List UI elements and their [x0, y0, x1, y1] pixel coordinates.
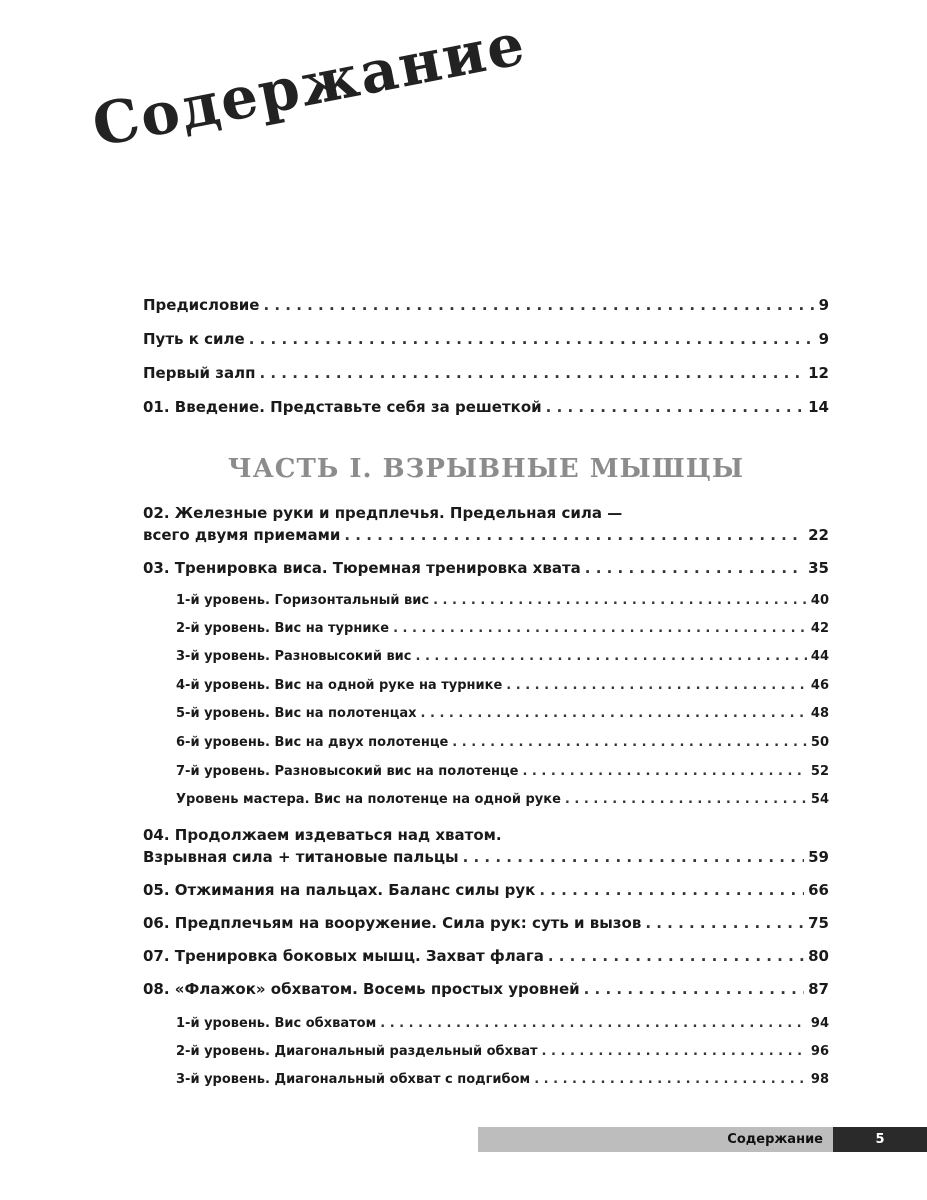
footer-section-label: Содержание	[727, 1132, 823, 1147]
leader-dots	[259, 364, 804, 382]
toc-entry-ch08[interactable]	[143, 980, 829, 998]
leader-dots	[416, 649, 807, 664]
toc-entry-page: 66	[808, 881, 829, 899]
toc-entry-first-salvo[interactable]	[143, 364, 829, 382]
toc-entry-preface[interactable]	[143, 296, 829, 314]
toc-entry-page: 50	[810, 735, 829, 750]
toc-entry-page: 9	[818, 296, 829, 314]
toc-entry-label: 07. Тренировка боковых мышц. Захват флага	[143, 947, 544, 965]
toc-entry-label: 5-й уровень. Вис на полотенцах	[176, 706, 417, 721]
leader-dots	[463, 848, 805, 866]
leader-dots	[249, 330, 815, 348]
toc-subentry[interactable]	[176, 764, 829, 779]
toc-entry-page: 48	[810, 706, 829, 721]
toc-entry-label: 6-й уровень. Вис на двух полотенце	[176, 735, 449, 750]
leader-dots	[539, 881, 804, 899]
toc-entry-page: 52	[810, 764, 829, 779]
leader-dots	[546, 398, 804, 416]
leader-dots	[380, 1016, 807, 1031]
toc-entry-page: 40	[810, 593, 829, 608]
leader-dots	[263, 296, 814, 314]
toc-entry-ch01[interactable]	[143, 398, 829, 416]
toc-subentry[interactable]	[176, 735, 829, 750]
toc-entry-label: 01. Введение. Представьте себя за решеткой	[143, 398, 542, 416]
toc-entry-label: 08. «Флажок» обхватом. Восемь простых уровней	[143, 980, 580, 998]
toc-entry-page: 75	[808, 914, 829, 932]
toc-entry-ch05[interactable]	[143, 881, 829, 899]
toc-entry-label: 7-й уровень. Разновысокий вис на полотенце	[176, 764, 519, 779]
toc-entry-page: 94	[810, 1016, 829, 1031]
toc-entry-page: 35	[808, 559, 829, 577]
toc-entry-label: Взрывная сила + титановые пальцы	[143, 848, 459, 866]
toc-subentry[interactable]	[176, 593, 829, 608]
toc-entry-label: Уровень мастера. Вис на полотенце на одной руке	[176, 792, 561, 807]
toc-entry-page: 14	[808, 398, 829, 416]
toc-entry-label: всего двумя приемами	[143, 526, 341, 544]
leader-dots	[585, 559, 804, 577]
toc-subentry[interactable]	[176, 1072, 829, 1087]
toc-entry-ch07[interactable]	[143, 947, 829, 965]
toc-entry-page: 22	[808, 526, 829, 544]
leader-dots	[645, 914, 804, 932]
toc-entry-page: 87	[808, 980, 829, 998]
toc-entry-page: 59	[808, 848, 829, 866]
toc-subentry[interactable]	[176, 1016, 829, 1031]
leader-dots	[584, 980, 804, 998]
toc-entry-page: 9	[818, 330, 829, 348]
toc-subentry[interactable]	[176, 649, 829, 664]
toc-subentry[interactable]	[176, 678, 829, 693]
toc-entry-page: 44	[810, 649, 829, 664]
toc-entry-label: 03. Тренировка виса. Тюремная тренировка хвата	[143, 559, 581, 577]
toc-entry-ch04[interactable]	[143, 848, 829, 866]
leader-dots	[506, 678, 807, 693]
toc-entry-page: 42	[810, 621, 829, 636]
toc-entry-label: 1-й уровень. Горизонтальный вис	[176, 593, 430, 608]
toc-subentry[interactable]	[176, 1044, 829, 1059]
toc-entry-ch02[interactable]	[143, 526, 829, 544]
toc-entry-label: 4-й уровень. Вис на одной руке на турнике	[176, 678, 503, 693]
toc-subentry[interactable]	[176, 792, 829, 807]
leader-dots	[433, 593, 807, 608]
toc-entry-path[interactable]	[143, 330, 829, 348]
toc-subentry[interactable]	[176, 706, 829, 721]
toc-entry-page: 98	[810, 1072, 829, 1087]
part-heading: ЧАСТЬ I. ВЗРЫВНЫЕ МЫШЦЫ	[227, 454, 745, 484]
footer-page-number: 5	[833, 1127, 927, 1152]
toc-entry-ch02-line1[interactable]: 02. Железные руки и предплечья. Предельная сила —	[143, 504, 623, 522]
footer-bar	[478, 1127, 833, 1152]
toc-entry-label: Предисловие	[143, 296, 260, 314]
leader-dots	[452, 735, 807, 750]
toc-entry-label: 1-й уровень. Вис обхватом	[176, 1016, 377, 1031]
toc-entry-ch03[interactable]	[143, 559, 829, 577]
toc-entry-label: Путь к силе	[143, 330, 245, 348]
leader-dots	[565, 792, 807, 807]
toc-entry-page: 46	[810, 678, 829, 693]
toc-entry-label: 2-й уровень. Вис на турнике	[176, 621, 390, 636]
toc-entry-label: 2-й уровень. Диагональный раздельный обхват	[176, 1044, 538, 1059]
leader-dots	[522, 764, 806, 779]
toc-subentry[interactable]	[176, 621, 829, 636]
toc-entry-page: 54	[810, 792, 829, 807]
toc-entry-label: Первый залп	[143, 364, 256, 382]
toc-entry-label: 3-й уровень. Разновысокий вис	[176, 649, 412, 664]
toc-entry-page: 96	[810, 1044, 829, 1059]
leader-dots	[393, 621, 807, 636]
toc-entry-page: 12	[808, 364, 829, 382]
leader-dots	[344, 526, 804, 544]
toc-entry-label: 3-й уровень. Диагональный обхват с подгибом	[176, 1072, 531, 1087]
toc-entry-label: 05. Отжимания на пальцах. Баланс силы рук	[143, 881, 536, 899]
leader-dots	[542, 1044, 807, 1059]
leader-dots	[421, 706, 807, 721]
toc-entry-label: 06. Предплечьям на вооружение. Сила рук: суть и вызов	[143, 914, 642, 932]
leader-dots	[548, 947, 804, 965]
page-title: Содержание	[87, 9, 532, 160]
toc-entry-ch06[interactable]	[143, 914, 829, 932]
toc-entry-ch04-line1[interactable]: 04. Продолжаем издеваться над хватом.	[143, 826, 502, 844]
leader-dots	[534, 1072, 807, 1087]
toc-entry-page: 80	[808, 947, 829, 965]
